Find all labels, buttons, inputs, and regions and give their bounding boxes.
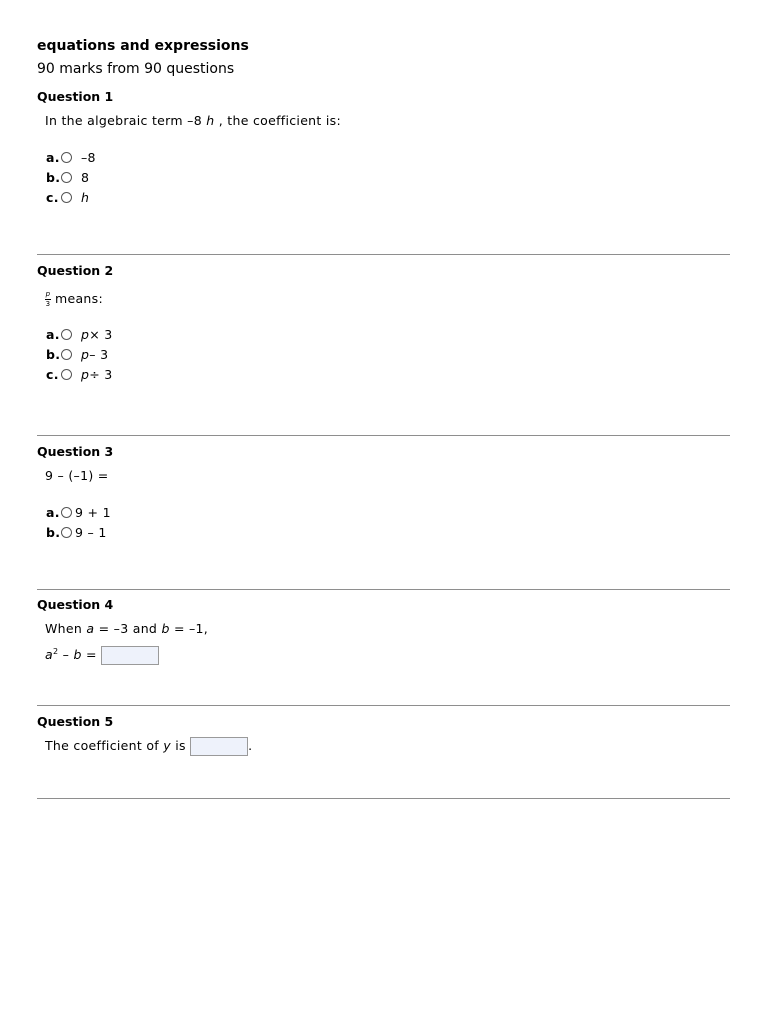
question-text: 9 – (–1) = (45, 468, 109, 483)
radio-button[interactable] (61, 172, 72, 183)
quiz-page (37, 36, 730, 753)
answer-options (46, 324, 730, 384)
option-letter: a. (46, 504, 60, 520)
answer-input[interactable] (101, 646, 159, 665)
question-heading: Question 3 (37, 444, 114, 459)
option-c[interactable] (46, 187, 730, 207)
option-a[interactable] (46, 502, 730, 522)
option-a[interactable] (46, 147, 730, 167)
quiz-title: equations and expressions (37, 38, 249, 54)
answer-options (46, 502, 730, 542)
radio-button[interactable] (61, 527, 72, 538)
option-text: 8 (81, 169, 90, 185)
option-letter: b. (46, 524, 61, 540)
question-text-end: = –1, (169, 621, 209, 636)
question-expression (45, 643, 730, 665)
option-letter: b. (46, 169, 61, 185)
option-text: ÷ 3 (89, 366, 113, 382)
quiz-subtitle: 90 marks from 90 questions (37, 61, 235, 77)
fraction-denominator: 3 (45, 300, 51, 308)
divider (37, 705, 730, 706)
divider (37, 435, 730, 436)
question-1 (37, 88, 730, 207)
question-text-start: The coefficient of (45, 738, 164, 753)
question-3 (37, 443, 730, 542)
question-text-end: , the coefficient is: (214, 113, 341, 128)
radio-button[interactable] (61, 349, 72, 360)
question-variable: b (161, 621, 170, 636)
question-text-end: . (248, 738, 253, 753)
divider (37, 798, 730, 799)
radio-button[interactable] (61, 152, 72, 163)
option-text: h (81, 189, 90, 205)
radio-button[interactable] (61, 507, 72, 518)
option-variable: p (81, 366, 90, 382)
option-text: – 3 (89, 346, 109, 362)
question-heading: Question 5 (37, 714, 114, 729)
option-c[interactable] (46, 364, 730, 384)
question-text (45, 737, 730, 756)
option-letter: a. (46, 326, 60, 342)
option-text: 9 – 1 (75, 524, 107, 540)
divider (37, 589, 730, 590)
divider (37, 254, 730, 255)
option-a[interactable] (46, 324, 730, 344)
option-letter: b. (46, 346, 61, 362)
answer-input[interactable] (190, 737, 248, 756)
question-variable: y (163, 738, 171, 753)
question-text (45, 620, 730, 638)
option-text: –8 (81, 149, 96, 165)
question-text-end: means: (55, 291, 103, 306)
option-b[interactable] (46, 522, 730, 542)
question-text-start: In the algebraic term –8 (45, 113, 207, 128)
option-variable: p (81, 326, 90, 342)
radio-button[interactable] (61, 192, 72, 203)
question-text (45, 290, 730, 308)
question-text-mid: = –3 and (94, 621, 162, 636)
radio-button[interactable] (61, 369, 72, 380)
question-2 (37, 262, 730, 384)
question-text-start: When (45, 621, 87, 636)
question-text-mid: is (170, 738, 186, 753)
fraction (45, 291, 51, 308)
option-letter: c. (46, 366, 59, 382)
expression-variable: b (73, 647, 82, 663)
question-text (45, 112, 730, 130)
option-letter: a. (46, 149, 60, 165)
question-heading: Question 1 (37, 89, 114, 104)
expression-exponent: 2 (52, 647, 59, 656)
option-letter: c. (46, 189, 59, 205)
option-b[interactable] (46, 344, 730, 364)
expression-variable: a (45, 647, 53, 663)
option-text: × 3 (89, 326, 113, 342)
expression-operator: – (58, 647, 74, 663)
question-heading: Question 2 (37, 263, 114, 278)
expression-equals: = (81, 647, 97, 663)
question-heading: Question 4 (37, 597, 114, 612)
question-variable: a (86, 621, 95, 636)
option-variable: p (81, 346, 90, 362)
question-variable: h (206, 113, 215, 128)
question-5 (37, 713, 730, 756)
question-4 (37, 596, 730, 665)
fraction-numerator: p (45, 290, 51, 298)
option-b[interactable] (46, 167, 730, 187)
option-text: 9 + 1 (75, 504, 111, 520)
answer-options (46, 147, 730, 207)
radio-button[interactable] (61, 329, 72, 340)
